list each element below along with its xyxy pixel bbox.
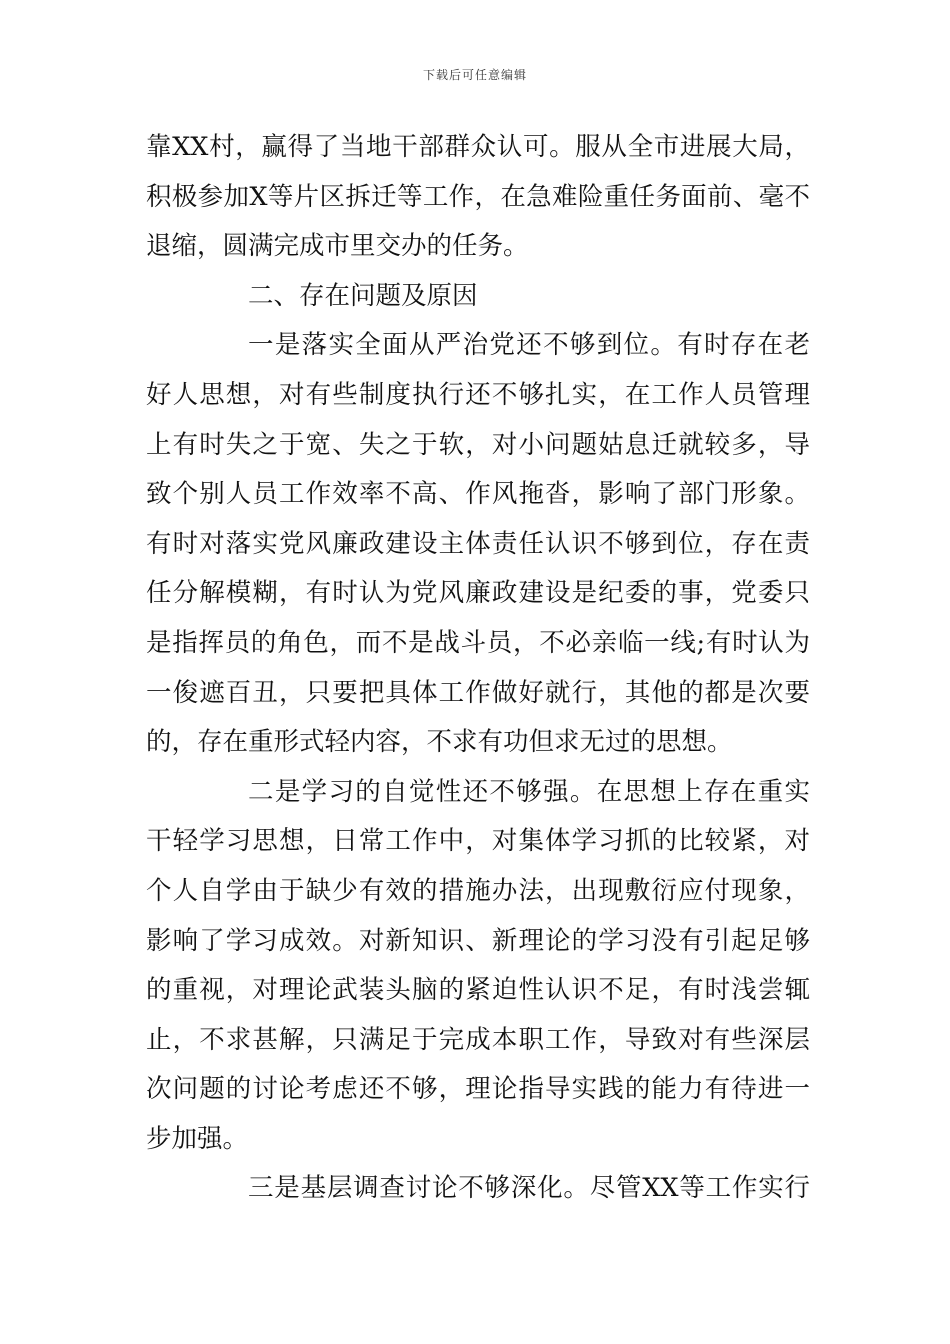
text-line: 退缩，圆满完成市里交办的任务。	[146, 231, 529, 262]
text-line: 个人自学由于缺少有效的措施办法，出现敷衍应付现象，	[146, 875, 810, 906]
text-line: 致个别人员工作效率不高、作风拖沓，影响了部门形象。	[146, 479, 810, 510]
text-line: 靠XX村，赢得了当地干部群众认可。服从全市进展大局，	[146, 132, 810, 162]
text-line: 积极参加X等片区拆迁等工作，在急难险重任务面前、毫不	[146, 181, 810, 212]
text-line: 任分解模糊，有时认为党风廉政建设是纪委的事，党委只	[146, 578, 810, 609]
document-body	[146, 123, 810, 1214]
text-line: 有时对落实党风廉政建设主体责任认识不够到位，存在责	[146, 528, 810, 559]
text-line: 的，存在重形式轻内容，不求有功但求无过的思想。	[146, 727, 733, 758]
text-line: 干轻学习思想，日常工作中，对集体学习抓的比较紧，对	[146, 826, 810, 857]
text-line: 二是学习的自觉性还不够强。在思想上存在重实	[248, 776, 810, 807]
text-line: 一俊遮百丑，只要把具体工作做好就行，其他的都是次要	[146, 677, 810, 708]
text-line: 影响了学习成效。对新知识、新理论的学习没有引起足够	[146, 925, 810, 956]
text-line: 上有时失之于宽、失之于软，对小问题姑息迁就较多，导	[146, 429, 810, 460]
page-header: 下载后可任意编辑	[422, 68, 527, 82]
text-line: 次问题的讨论考虑还不够，理论指导实践的能力有待进一	[146, 1074, 810, 1105]
text-line: 一是落实全面从严治党还不够到位。有时存在老	[248, 330, 810, 361]
text-line: 止，不求甚解，只满足于完成本职工作，导致对有些深层	[146, 1024, 810, 1055]
section-heading: 二、存在问题及原因	[248, 280, 478, 311]
text-line: 好人思想，对有些制度执行还不够扎实，在工作人员管理	[146, 379, 810, 410]
text-line: 三是基层调查讨论不够深化。尽管XX等工作实行	[248, 1173, 810, 1204]
text-line: 是指挥员的角色，而不是战斗员，不必亲临一线;有时认为	[146, 627, 810, 658]
text-line: 步加强。	[146, 1123, 249, 1154]
text-line: 的重视，对理论武装头脑的紧迫性认识不足，有时浅尝辄	[146, 975, 810, 1006]
